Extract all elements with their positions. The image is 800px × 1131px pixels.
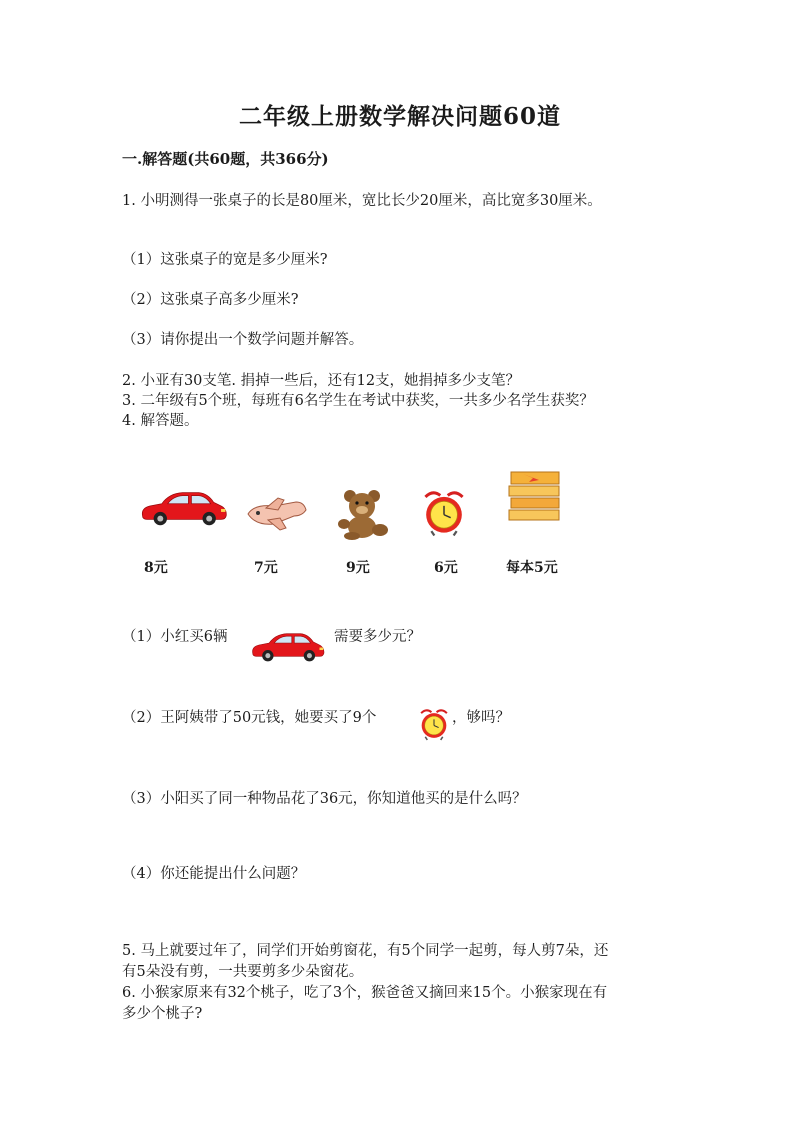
question-4-sub-4: （4）你还能提出什么问题？ (122, 866, 306, 882)
question-6-line-1: 6. 小猴家原来有32个桃子，吃了3个，猴爸爸又摘回来15个。小猴家现在有 (122, 985, 608, 1001)
teddy-bear-icon (334, 490, 392, 540)
alarm-clock-icon (418, 490, 470, 538)
price-clock: 6元 (434, 560, 458, 576)
price-bear: 9元 (346, 560, 370, 576)
question-4-sub-1-start: （1）小红买6辆 (122, 629, 228, 645)
price-books: 每本5元 (506, 560, 558, 576)
question-5-line-1: 5. 马上就要过年了，同学们开始剪窗花，有5个同学一起剪，每人剪7朵，还 (122, 943, 609, 959)
question-3: 3. 二年级有5个班，每班有6名学生在考试中获奖，一共多少名学生获奖？ (122, 393, 594, 409)
toy-plane-icon (244, 496, 310, 532)
question-1: 1. 小明测得一张桌子的长是80厘米，宽比长少20厘米，高比宽多30厘米。 (122, 193, 602, 209)
question-1-sub-1: （1）这张桌子的宽是多少厘米? (122, 252, 328, 268)
section-heading: 一.解答题(共60题，共366分) (122, 150, 329, 168)
price-plane: 7元 (254, 560, 278, 576)
alarm-clock-icon (416, 709, 452, 741)
question-4-sub-1-end: 需要多少元？ (334, 629, 421, 645)
question-6-line-2: 多少个桃子? (122, 1006, 203, 1022)
question-2: 2. 小亚有30支笔. 捐掉一些后，还有12支，她捐掉多少支笔？ (122, 373, 521, 389)
question-4-sub-2-end: ，够吗？ (452, 710, 510, 726)
question-1-sub-3: （3）请你提出一个数学问题并解答。 (122, 332, 364, 348)
page-title: 二年级上册数学解决问题60道 (238, 103, 561, 130)
question-4-sub-3: （3）小阳买了同一种物品花了36元，你知道他买的是什么吗？ (122, 791, 527, 807)
books-stack-icon (505, 470, 565, 526)
toy-car-icon (133, 486, 235, 526)
toy-car-icon (245, 628, 331, 662)
question-5-line-2: 有5朵没有剪，一共要剪多少朵窗花。 (122, 964, 364, 980)
question-4-sub-2-start: （2）王阿姨带了50元钱，她要买了9个 (122, 710, 377, 726)
price-car: 8元 (144, 560, 168, 576)
question-1-sub-2: （2）这张桌子高多少厘米? (122, 292, 299, 308)
question-4: 4. 解答题。 (122, 413, 199, 429)
